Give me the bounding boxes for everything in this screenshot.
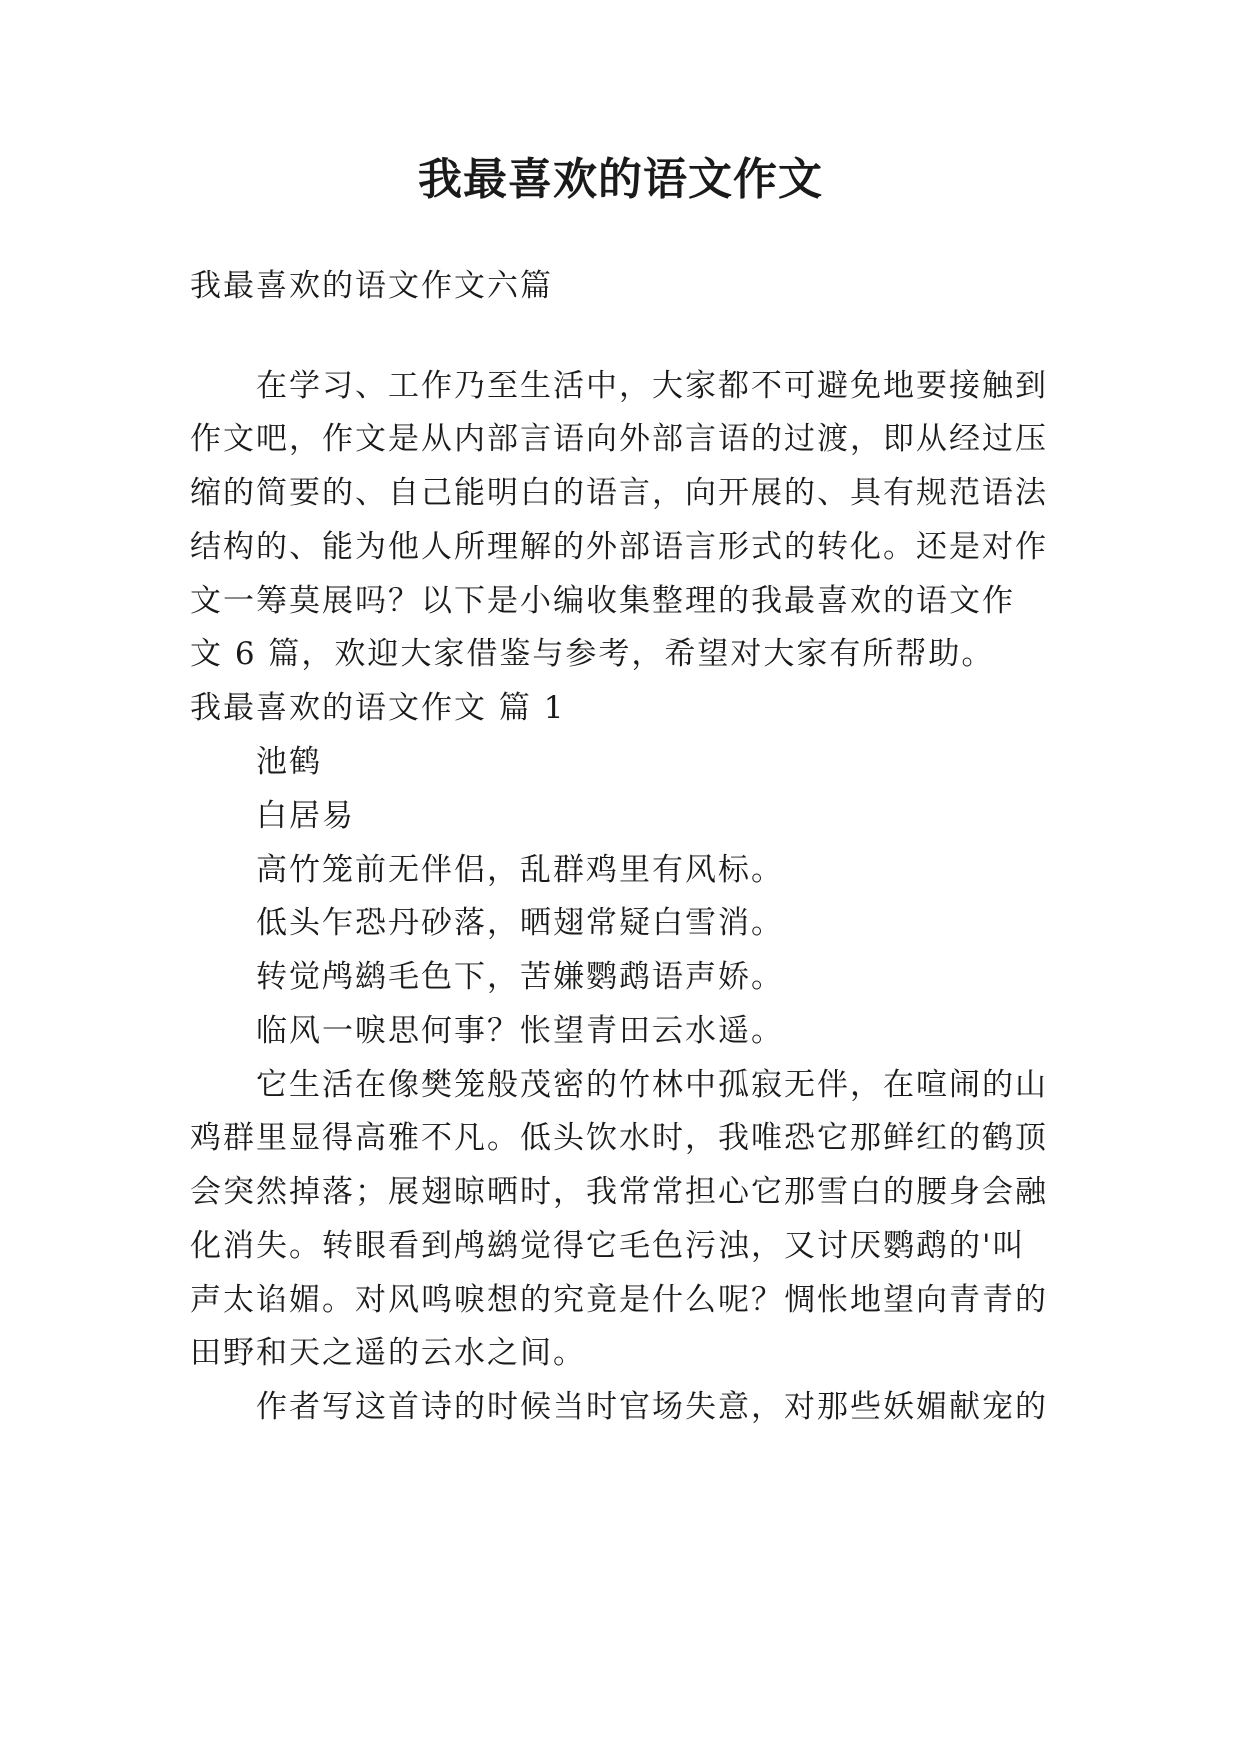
paragraph-line: 它生活在像樊笼般茂密的竹林中孤寂无伴，在喧闹的山 xyxy=(256,1067,1048,1103)
poem-line: 转觉鸬鹚毛色下，苦嫌鹦鹉语声娇。 xyxy=(256,959,784,995)
document-subtitle: 我最喜欢的语文作文六篇 xyxy=(190,268,553,304)
intro-line: 在学习、工作乃至生活中，大家都不可避免地要接触到 xyxy=(256,368,1048,404)
poem-line: 高竹笼前无伴侣，乱群鸡里有风标。 xyxy=(256,852,784,888)
section-heading: 我最喜欢的语文作文 篇 1 xyxy=(190,690,566,726)
poem-line: 临风一唳思何事？怅望青田云水遥。 xyxy=(256,1013,784,1049)
poem-author: 白居易 xyxy=(256,798,355,834)
intro-line: 结构的、能为他人所理解的外部语言形式的转化。还是对作 xyxy=(190,529,1048,565)
intro-line: 缩的简要的、自己能明白的语言，向开展的、具有规范语法 xyxy=(190,475,1048,511)
intro-line: 文 6 篇，欢迎大家借鉴与参考，希望对大家有所帮助。 xyxy=(190,636,995,672)
poem-title: 池鹤 xyxy=(256,744,322,780)
paragraph-line: 声太谄媚。对风鸣唳想的究竟是什么呢？惆怅地望向青青的 xyxy=(190,1282,1048,1318)
paragraph-line: 化消失。转眼看到鸬鹚觉得它毛色污浊，又讨厌鹦鹉的'叫 xyxy=(190,1228,1026,1264)
paragraph-line: 田野和天之遥的云水之间。 xyxy=(190,1335,586,1371)
document-title: 我最喜欢的语文作文 xyxy=(418,154,823,205)
poem-line: 低头乍恐丹砂落，晒翅常疑白雪消。 xyxy=(256,905,784,941)
intro-line: 文一筹莫展吗？以下是小编收集整理的我最喜欢的语文作 xyxy=(190,583,1015,619)
paragraph-line: 会突然掉落；展翅晾晒时，我常常担心它那雪白的腰身会融 xyxy=(190,1174,1048,1210)
intro-line: 作文吧，作文是从内部言语向外部言语的过渡，即从经过压 xyxy=(190,421,1048,457)
paragraph-line: 鸡群里显得高雅不凡。低头饮水时，我唯恐它那鲜红的鹤顶 xyxy=(190,1120,1048,1156)
paragraph-line: 作者写这首诗的时候当时官场失意，对那些妖媚献宠的 xyxy=(256,1389,1048,1425)
